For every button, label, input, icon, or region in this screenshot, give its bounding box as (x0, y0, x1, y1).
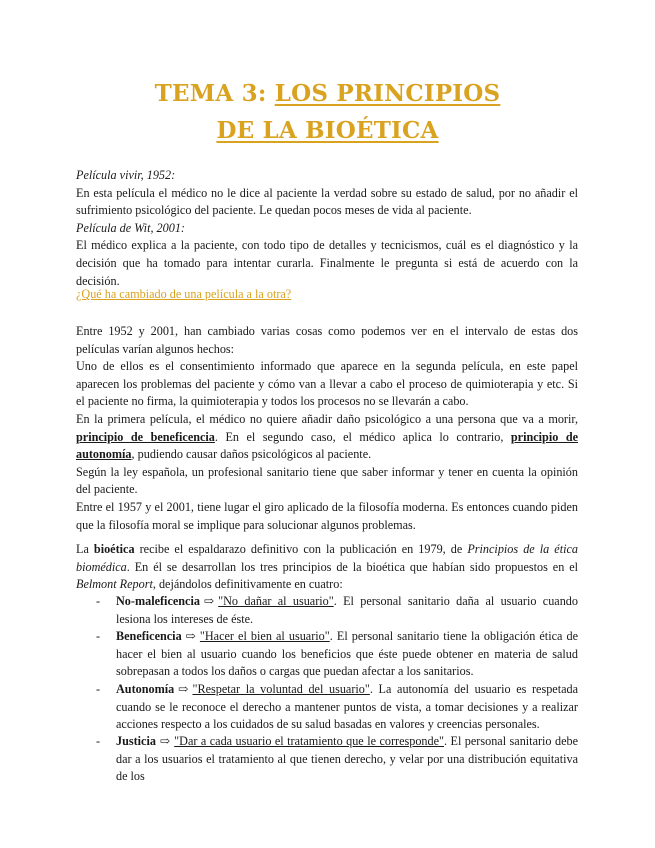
principle-quote: "Respetar la voluntad del usuario" (192, 682, 370, 696)
arrow-right-icon: ⇨ (159, 734, 171, 748)
principle-item (76, 593, 578, 628)
list-dash: - (96, 734, 101, 748)
page-title-line-2 (0, 117, 655, 144)
book-title: Principios de la ética biomédica (76, 542, 578, 574)
bioetica-paragraph (76, 541, 578, 594)
answer-paragraph-2: Uno de ellos es el consentimiento informado que aparece en la segunda película, en este papel aparecen los problemas del paciente y cómo van a llevar a cabo el proceso de quimioterapia y etc. Si el paciente no firma, la quimioterapia y todos los procesos no se llevarán a cabo. (76, 359, 578, 409)
principle-quote: "No dañar al usuario" (218, 594, 334, 608)
principle-term: Beneficencia (116, 629, 182, 643)
principle-term: No-maleficencia (116, 594, 200, 608)
arrow-right-icon: ⇨ (185, 629, 196, 643)
bioetica-text-e: . En él se desarrollan los tres principios de la bioética que habían sido propuestos en el (126, 559, 578, 574)
principle-text: . El personal sanitario daña al usuario cuando lesiona los intereses de éste. (116, 594, 578, 626)
answer-paragraph-5: Entre el 1957 y el 2001, tiene lugar el giro aplicado de la filosofía moderna. Es entonces cuando piden que la filosofía moral se implique para solucionar algunos problemas. (76, 499, 578, 532)
film1-text: En esta película el médico no le dice al paciente la verdad sobre su estado de salud, por no añadir el sufrimiento psicológico del paciente. Le quedan pocos meses de vida al paciente. (76, 185, 578, 218)
film1-heading: Película vivir, 1952: (76, 168, 176, 182)
title-topic-line-2: DE LA BIOÉTICA (216, 117, 439, 144)
title-prefix: TEMA 3: (154, 80, 275, 107)
arrow-right-icon: ⇨ (203, 594, 215, 608)
films-section (76, 167, 578, 290)
bioetica-text-a: La (76, 542, 94, 556)
arrow-right-icon: ⇨ (178, 682, 189, 696)
answer-paragraph-3 (76, 411, 578, 464)
answer-p3-e: , pudiendo causar daños psicológicos al paciente. (131, 447, 372, 462)
page-title-line-1 (0, 80, 655, 107)
principle-item (76, 733, 578, 786)
answer-paragraph-1: Entre 1952 y 2001, han cambiado varias cosas como podemos ver en el intervalo de estas dos películas varían algunos hechos: (76, 324, 578, 356)
belmont-report: Belmont Report (76, 577, 153, 592)
list-dash: - (96, 682, 101, 696)
principle-quote: "Hacer el bien al usuario" (199, 629, 330, 643)
film2-text: El médico explica a la paciente, con todo tipo de detalles y tecnicismos, cuál es el diagnóstico y la decisión que ha tomado para intentar curarla. Finalmente le pregunta si está de acuerdo con la decisión. (76, 238, 578, 288)
film2-heading: Película de Wit, 2001: (76, 220, 185, 235)
term-autonomia: principio de autonomía (76, 429, 579, 462)
principle-text: . El personal sanitario tiene la obligación ética de hacer el bien al usuario cuando los beneficios que éste puede obtener en materia de salud sobrepasan a todos los daños o cargas que puedan afectar a los sanitarios. (116, 629, 578, 679)
term-bioetica: bioética (93, 542, 135, 556)
title-topic-line-1: LOS PRINCIPIOS (274, 80, 501, 107)
answer-paragraph-4: Según la ley española, un profesional sanitario tiene que saber informar y tener en cuenta la opinión del paciente. (76, 464, 578, 497)
principle-term: Justicia (116, 734, 156, 748)
bioetica-text-g: , dejándolos definitivamente en cuatro: (152, 577, 343, 592)
principle-item (76, 681, 578, 734)
term-beneficencia: principio de beneficencia (76, 429, 215, 444)
answer-section (76, 323, 578, 534)
list-dash: - (96, 629, 101, 643)
question-heading: ¿Qué ha cambiado de una película a la otra? (76, 287, 292, 301)
principle-item (76, 628, 578, 681)
principle-text: . El personal sanitario debe dar a los usuarios el tratamiento al que tienen derecho, y velar por una distribución equitativa de los (116, 734, 578, 784)
principle-quote: "Dar a cada usuario el tratamiento que le corresponde" (174, 734, 444, 748)
list-dash: - (96, 594, 101, 608)
answer-p3-a: En la primera película, el médico no quiere añadir daño psicológico a una persona que va a morir, (76, 411, 578, 426)
principle-term: Autonomía (116, 682, 175, 696)
bioetica-text-c: recibe el espaldarazo definitivo con la publicación en 1979, de (134, 542, 468, 556)
principle-text: . La autonomía del usuario es respetada cuando se le reconoce el derecho a mantener puntos de vista, a tomar decisiones y a realizar acciones respecto a los cuidados de su salud basadas en valores y creencias personales. (116, 682, 579, 732)
answer-p3-c: . En el segundo caso, el médico aplica lo contrario, (214, 429, 511, 444)
